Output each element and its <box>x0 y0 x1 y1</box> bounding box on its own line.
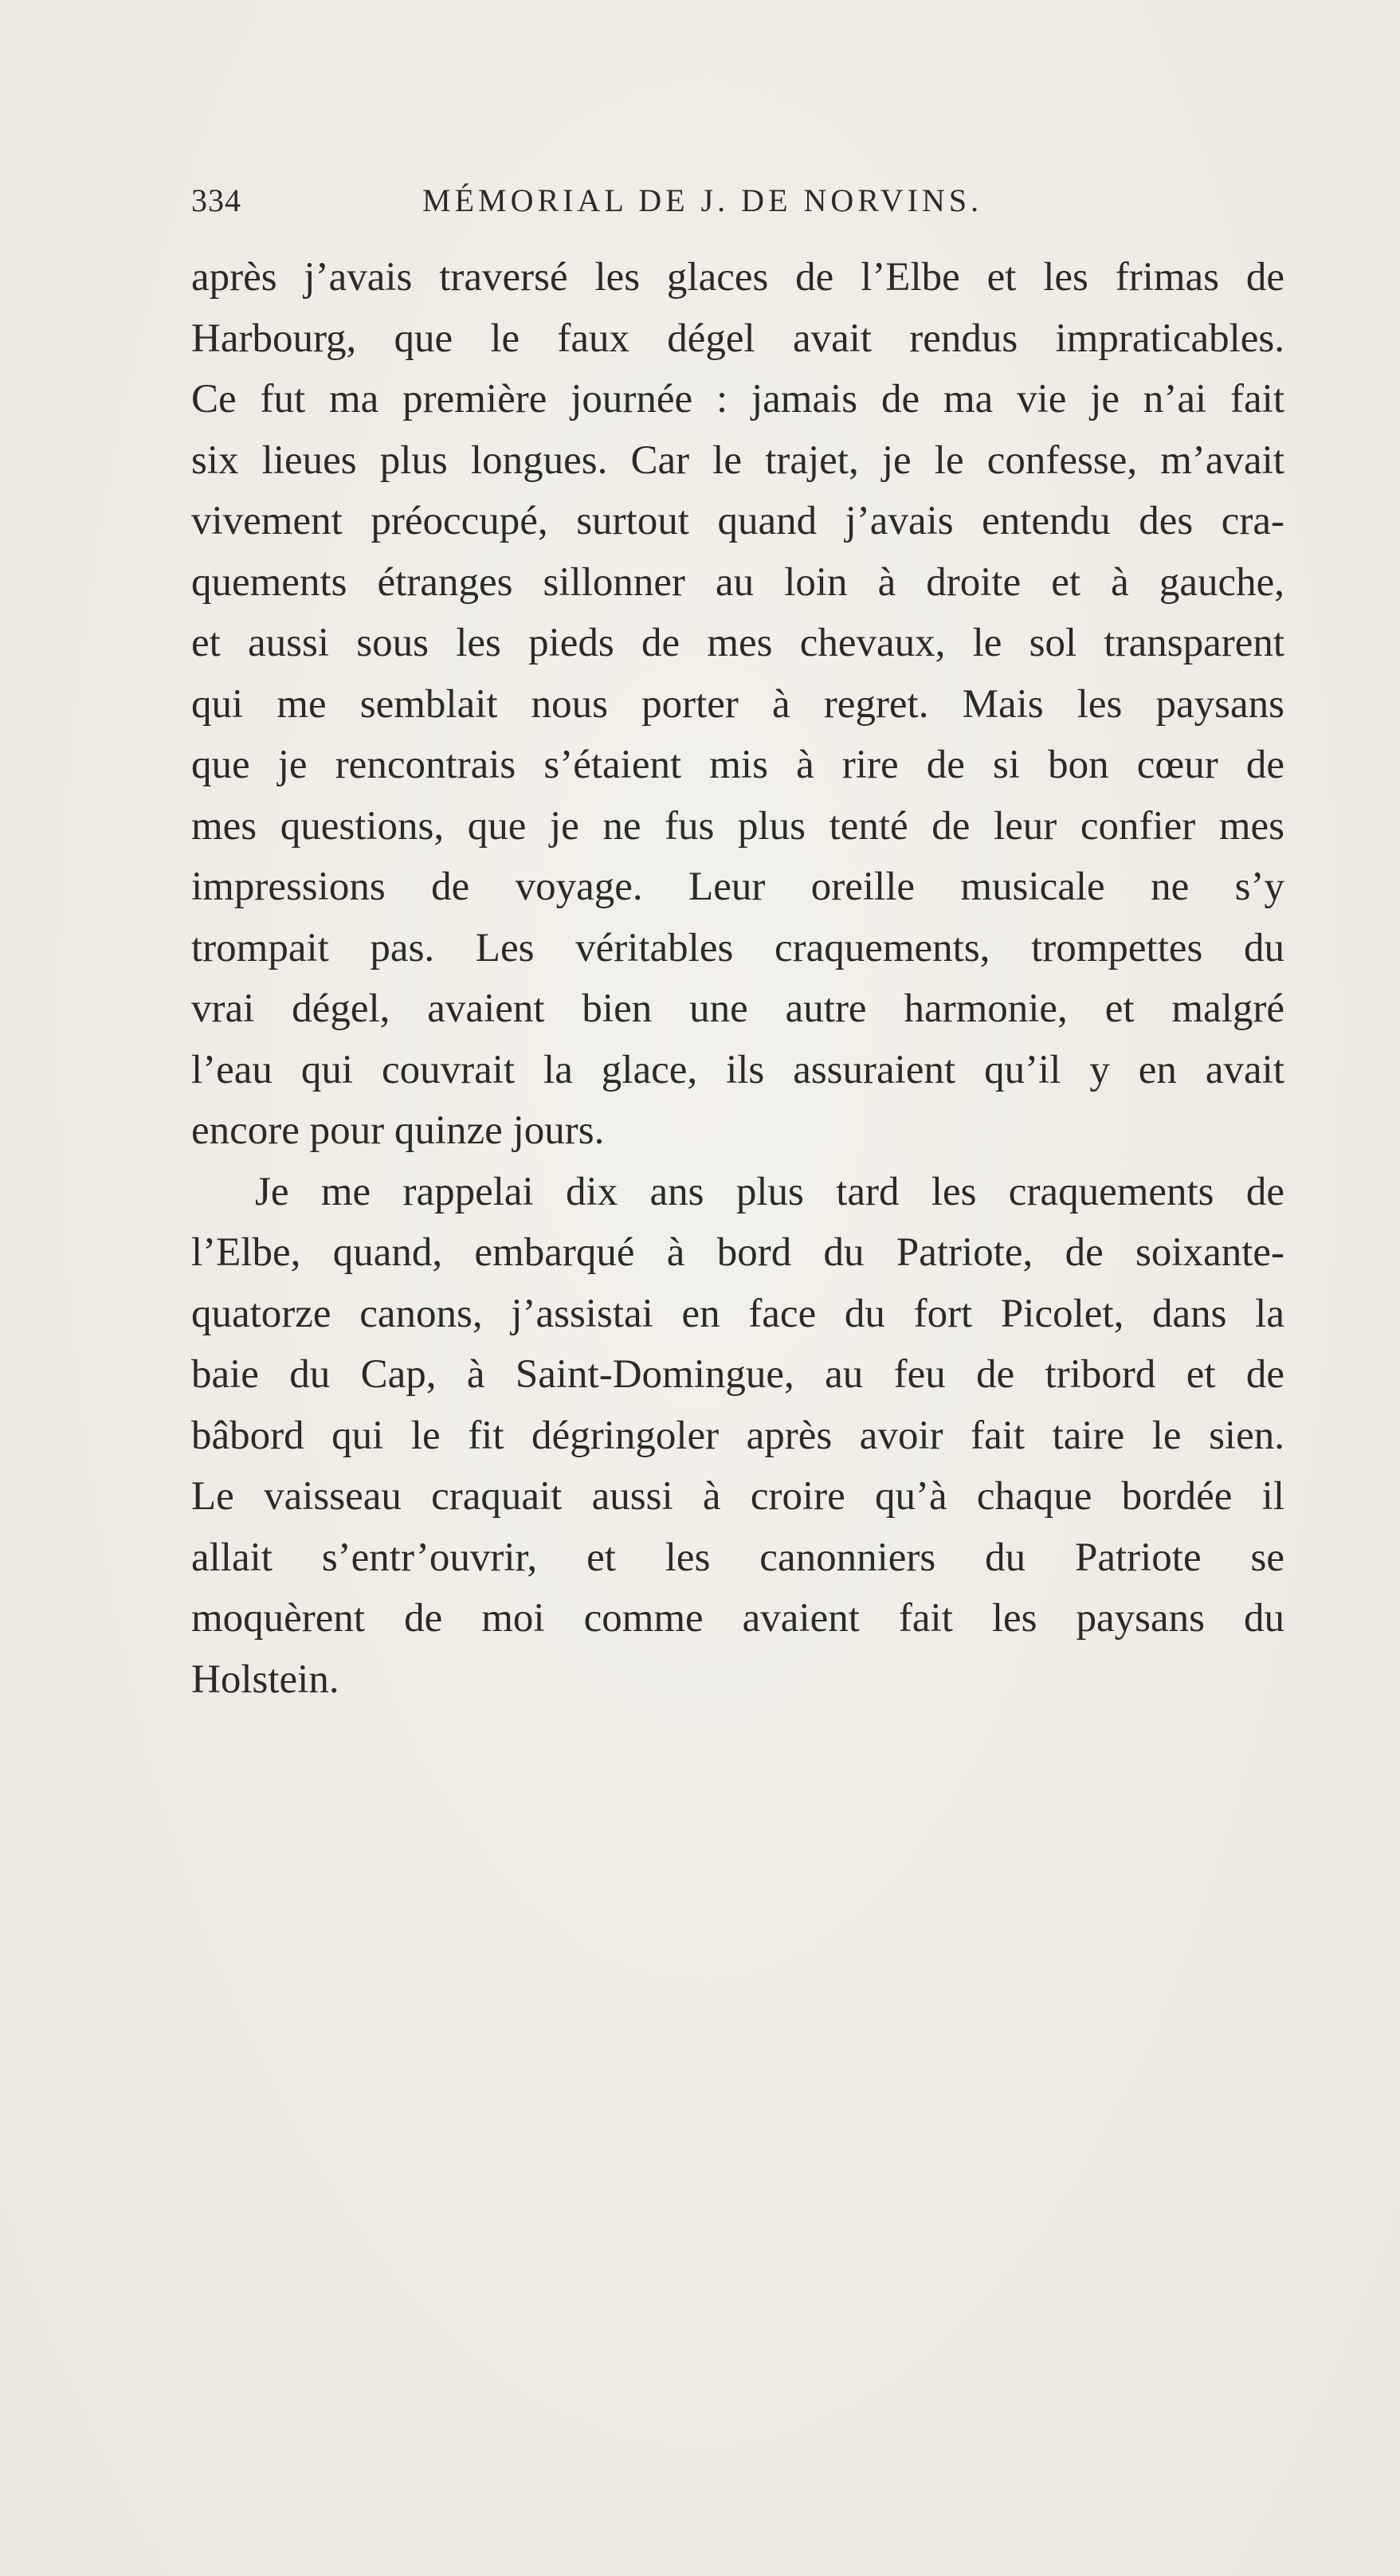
text-line: quatorze canons, j’assistai en face du fort Picolet, dans la <box>191 1291 1284 1336</box>
text-line: qui me semblait nous porter à regret. Mais les paysans <box>191 681 1284 727</box>
text-line: et aussi sous les pieds de mes chevaux, le sol transparent <box>191 621 1284 665</box>
text-line: six lieues plus longues. Car le trajet, je le confesse, m’avait <box>191 437 1284 483</box>
text-line: impressions de voyage. Leur oreille musicale ne s’y <box>191 865 1284 909</box>
text-line: Holstein. <box>191 1657 339 1702</box>
running-title: MÉMORIAL DE J. DE NORVINS. <box>422 182 983 218</box>
text-line: quements étranges sillonner au loin à droite et à gauche, <box>191 559 1284 605</box>
text-line: encore pour quinze jours. <box>191 1108 605 1153</box>
page-header <box>191 182 1284 229</box>
text-line: moquèrent de moi comme avaient fait les paysans du <box>191 1596 1284 1641</box>
text-line: Je me rappelai dix ans plus tard les craquements de <box>255 1169 1284 1214</box>
text-line: Ce fut ma première journée : jamais de ma vie je n’ai fait <box>191 377 1284 421</box>
text-line: que je rencontrais s’étaient mis à rire de si bon cœur de <box>191 743 1284 787</box>
text-line: bâbord qui le fit dégringoler après avoir fait taire le sien. <box>191 1413 1284 1458</box>
text-line: trompait pas. Les véritables craquements, trompettes du <box>191 925 1284 970</box>
text-line: Harbourg, que le faux dégel avait rendus impraticables. <box>191 316 1284 361</box>
text-line: allait s’entr’ouvrir, et les canonniers du Patriote se <box>191 1535 1284 1580</box>
page-number: 334 <box>191 182 241 218</box>
text-line: après j’avais traversé les glaces de l’Elbe et les frimas de <box>191 255 1284 300</box>
text-line: l’Elbe, quand, embarqué à bord du Patriote, de soixante- <box>191 1230 1284 1275</box>
text-line: mes questions, que je ne fus plus tenté de leur confier mes <box>191 803 1284 849</box>
text-line: Le vaisseau craquait aussi à croire qu’à chaque bordée il <box>191 1474 1284 1519</box>
text-line: vivement préoccupé, surtout quand j’avais entendu des cra- <box>191 499 1284 543</box>
text-line: vrai dégel, avaient bien une autre harmonie, et malgré <box>191 986 1284 1031</box>
body-text <box>191 247 1284 1710</box>
text-line: l’eau qui couvrait la glace, ils assuraient qu’il y en avait <box>191 1047 1284 1092</box>
text-line: baie du Cap, à Saint-Domingue, au feu de tribord et de <box>191 1352 1284 1397</box>
